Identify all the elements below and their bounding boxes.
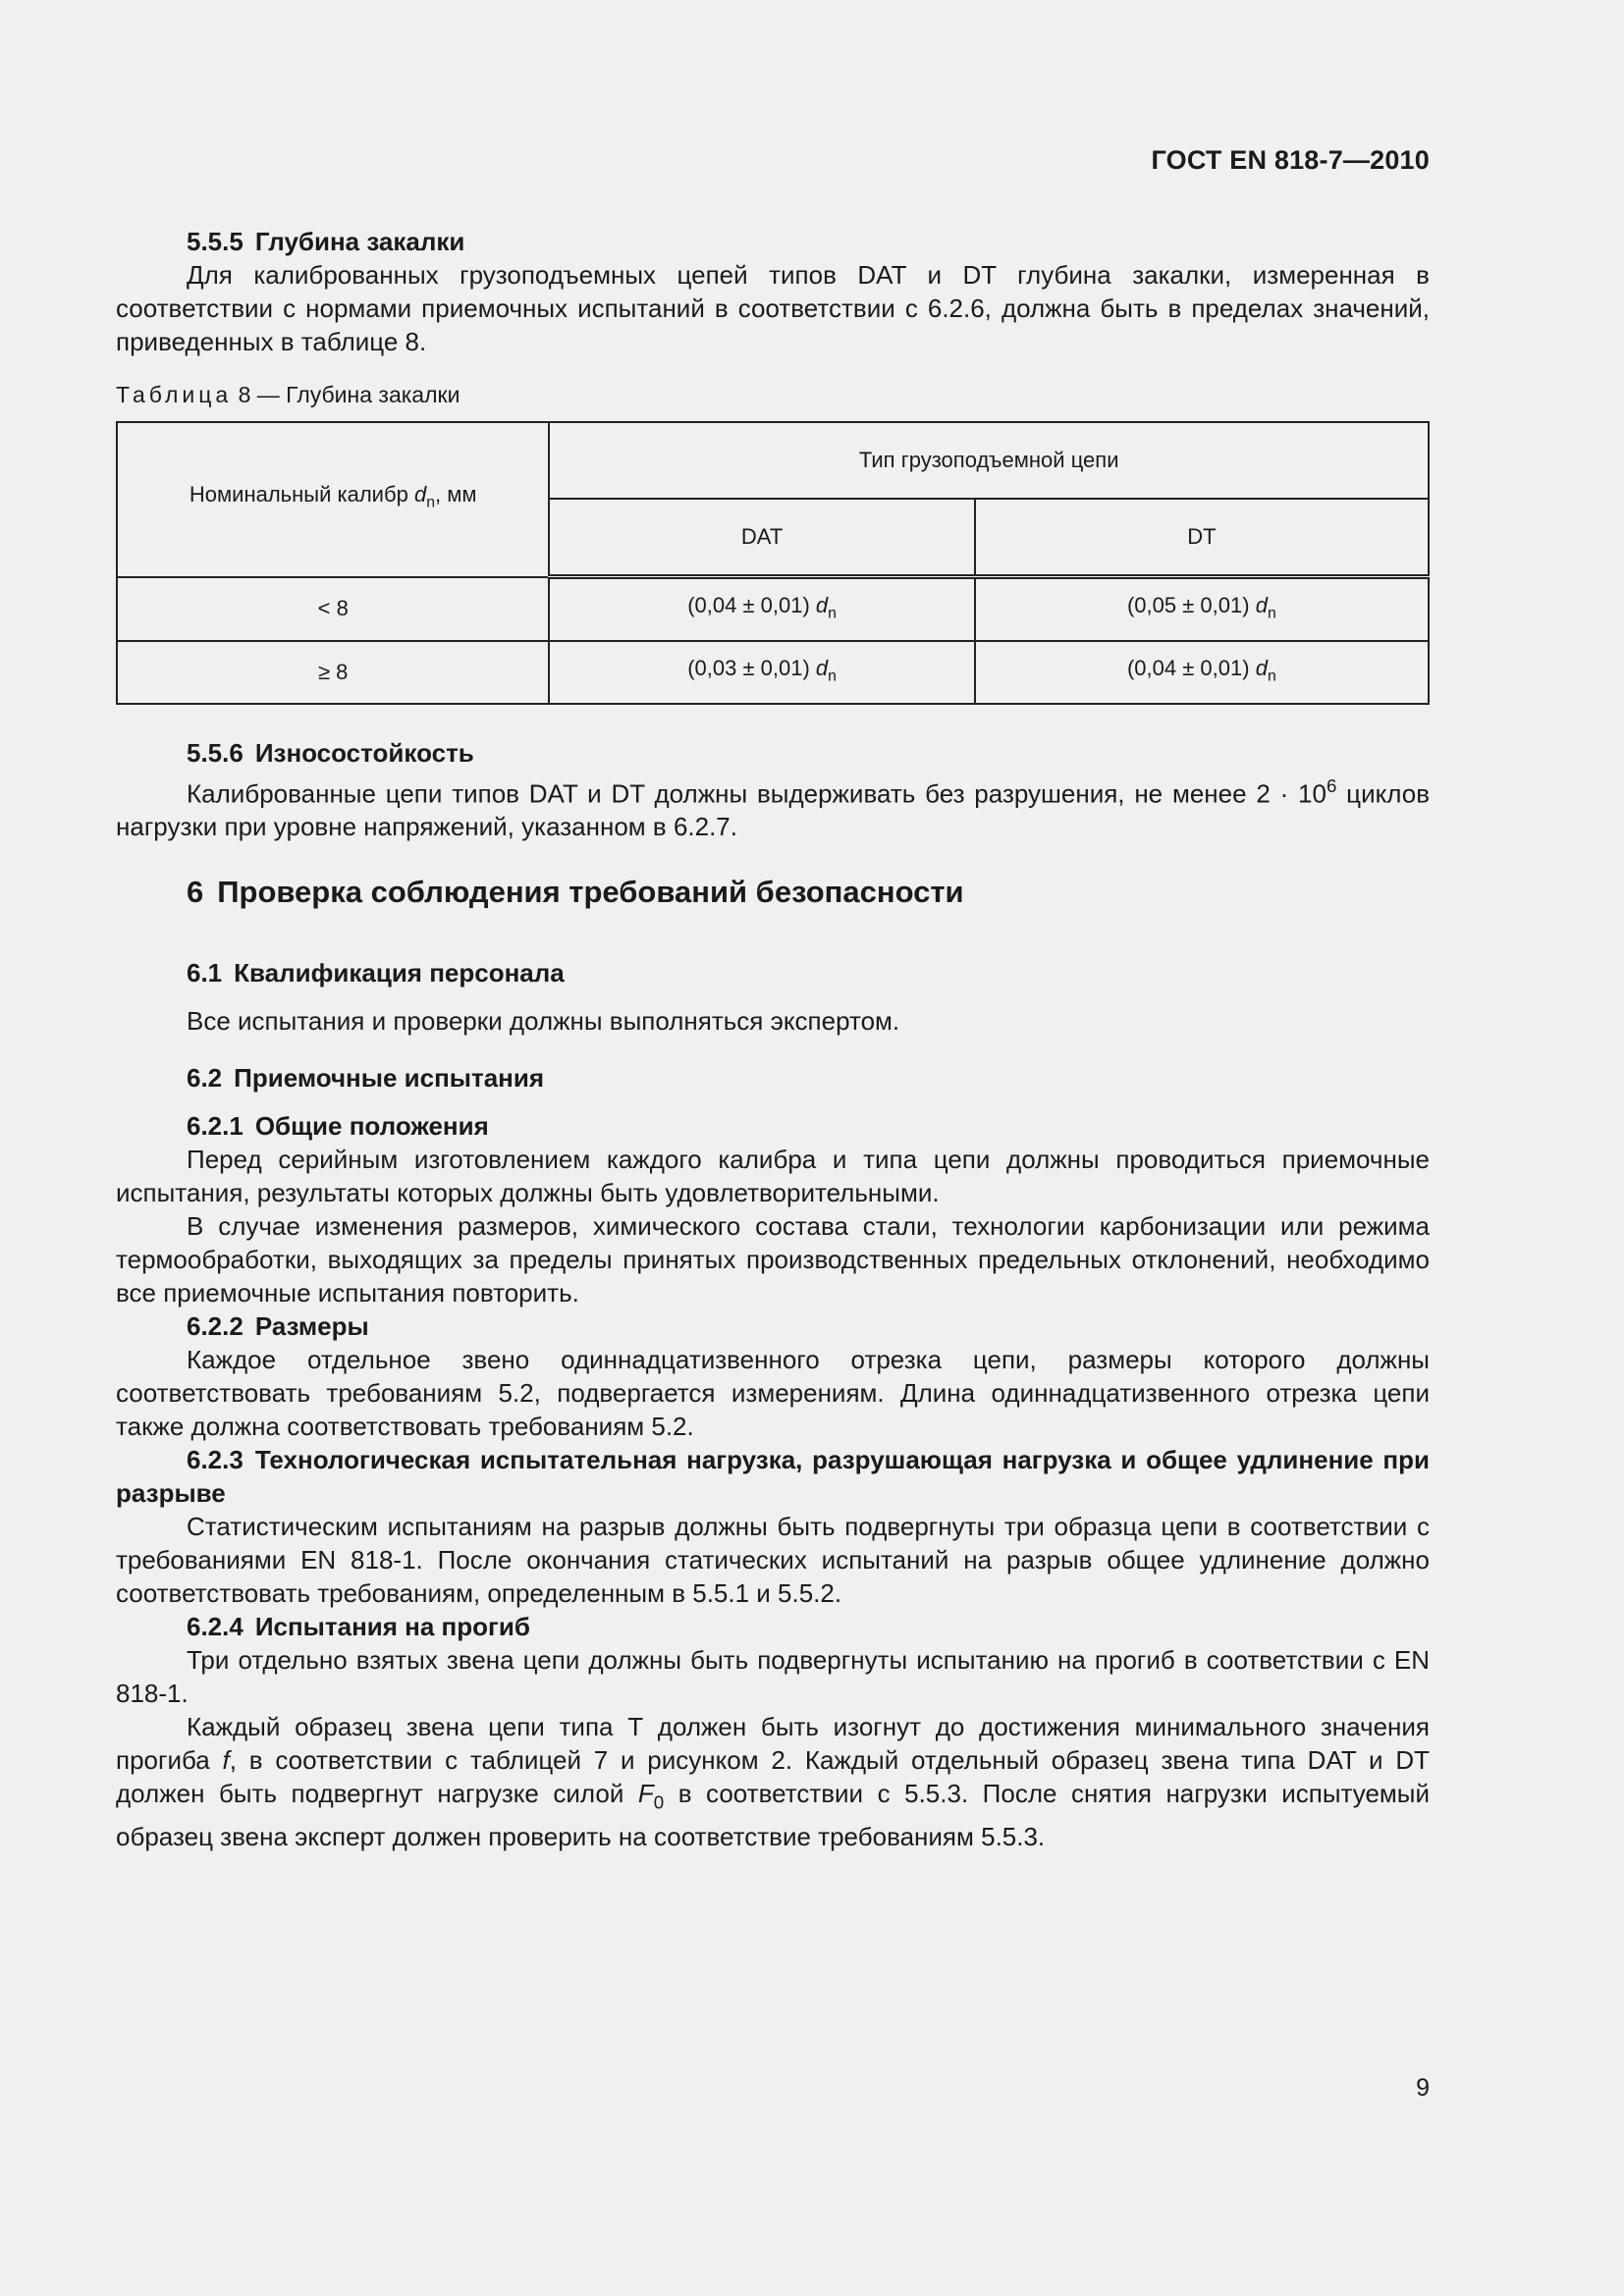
table-row: [117, 577, 1429, 642]
paragraph: Каждый образец звена цепи типа Т должен быть изогнут до достижения минимального значения прогиба f, в соответствии с таблицей 7 и рисунком 2. Каждый отдельный образец звена типа DAT и DT должен быть подвергнут нагрузке силой $F_0$ в соответствии с 5.5.3. После снятия нагрузки испытуемый образец звена эксперт должен проверить на соответствие требованиям 5.5.3.: [116, 1712, 1430, 1851]
section-title: Приемочные испытания: [234, 1063, 545, 1093]
document-code: ГОСТ EN 818-7—2010: [1151, 145, 1430, 175]
paragraph: Каждое отдельное звено одиннадцатизвенного отрезка цепи, размеры которого должны соответствовать требованиям 5.2, подвергается измерениям. Длина одиннадцатизвенного отрезка цепи также должна соответствовать требованиям 5.2.: [116, 1345, 1430, 1441]
section-6: [116, 873, 1430, 912]
paragraph: В случае изменения размеров, химического состава стали, технологии карбонизации или режима термообработки, выходящих за пределы принятых производственных предельных отклонений, необходимо все приемочные испытания повторить.: [116, 1211, 1430, 1308]
paragraph: Перед серийным изготовлением каждого калибра и типа цепи должны проводиться приемочные испытания, результаты которых должны быть удовлетворительными.: [116, 1145, 1430, 1207]
section-title: Испытания на прогиб: [254, 1612, 530, 1641]
section-number: 6.2.2: [187, 1311, 244, 1341]
section-heading: [116, 956, 1430, 989]
section-title: Квалификация персонала: [234, 958, 565, 988]
col-header-dt: DT: [975, 499, 1429, 577]
section-6-1: [116, 956, 1430, 989]
section-title: Общие положения: [254, 1111, 489, 1141]
chapter-number: 6: [187, 875, 204, 909]
section-heading: [116, 1610, 1430, 1643]
col-group-header: Тип грузоподъемной цепи: [549, 422, 1429, 499]
table-caption-text: 8 — Глубина закалки: [238, 382, 460, 407]
chapter-title: Проверка соблюдения требований безопасности: [217, 875, 964, 909]
section-heading: [116, 225, 1430, 258]
paragraph: Калиброванные цепи типов DAT и DT должны выдерживать без разрушения, не менее $2 \cdot 10^6$ циклов нагрузки при уровне напряжений, указанном в 6.2.7.: [116, 775, 1431, 842]
paragraph: Все испытания и проверки должны выполняться экспертом.: [187, 1006, 900, 1036]
section-number: 6.2.3: [187, 1445, 244, 1474]
cell-caliber: < 8: [117, 577, 549, 642]
section-number: 6.1: [187, 958, 223, 988]
section-heading: [116, 1309, 1430, 1343]
col-header-dat: DAT: [549, 499, 974, 577]
section-number: 5.5.6: [187, 738, 244, 768]
section-5-5-5: [116, 225, 1430, 358]
paragraph: Статистическим испытаниям на разрыв должны быть подвергнуты три образца цепи в соответствии с требованиями EN 818-1. После окончания статических испытаний на разрыв общее удлинение должно соответствовать требованиям, определенным в 5.5.1 и 5.5.2.: [116, 1512, 1430, 1608]
section-title: Глубина закалки: [254, 227, 465, 256]
table-caption-prefix: Таблица: [116, 382, 233, 407]
section-6-2: [116, 1061, 1430, 1095]
cell-dt: (0,04 ± 0,01) $d_n$: [975, 641, 1429, 704]
table-8: [116, 421, 1430, 705]
sections-6-2-x: [116, 1109, 1430, 1853]
section-number: 5.5.5: [187, 227, 244, 256]
table-caption: [116, 380, 1430, 409]
section-title: Износостойкость: [254, 738, 474, 768]
section-5-5-6: [116, 736, 1430, 843]
cell-dat: (0,04 ± 0,01) $d_n$: [549, 577, 974, 642]
section-6-1-body: [116, 1004, 1430, 1038]
hardening-depth-table: [116, 421, 1430, 705]
section-number: 6.2.1: [187, 1111, 244, 1141]
section-heading: [116, 1109, 1430, 1143]
paragraph: Три отдельно взятых звена цепи должны быть подвергнуты испытанию на прогиб в соответствии с EN 818-1.: [116, 1645, 1430, 1708]
section-number: 6.2.4: [187, 1612, 244, 1641]
chapter-heading: [116, 873, 1430, 912]
section-heading: [116, 736, 1430, 770]
section-heading: [116, 1443, 1430, 1510]
section-number: 6.2: [187, 1063, 223, 1093]
cell-dat: (0,03 ± 0,01) $d_n$: [549, 641, 974, 704]
paragraph: Для калиброванных грузоподъемных цепей типов DAT и DT глубина закалки, измеренная в соответствии с нормами приемочных испытаний в соответствии с 6.2.6, должна быть в пределах значений, приведенных в таблице 8.: [116, 260, 1430, 356]
table-row: [117, 641, 1429, 704]
section-title: Размеры: [254, 1311, 369, 1341]
cell-dt: (0,05 ± 0,01) $d_n$: [975, 577, 1429, 642]
cell-caliber: ≥ 8: [117, 641, 549, 704]
section-title: Технологическая испытательная нагрузка, разрушающая нагрузка и общее удлинение при разрыве: [116, 1445, 1430, 1508]
section-heading: [116, 1061, 1430, 1095]
col-header-caliber: Номинальный калибр $d_n$, мм: [117, 422, 549, 577]
page-number: 9: [1416, 2074, 1430, 2102]
